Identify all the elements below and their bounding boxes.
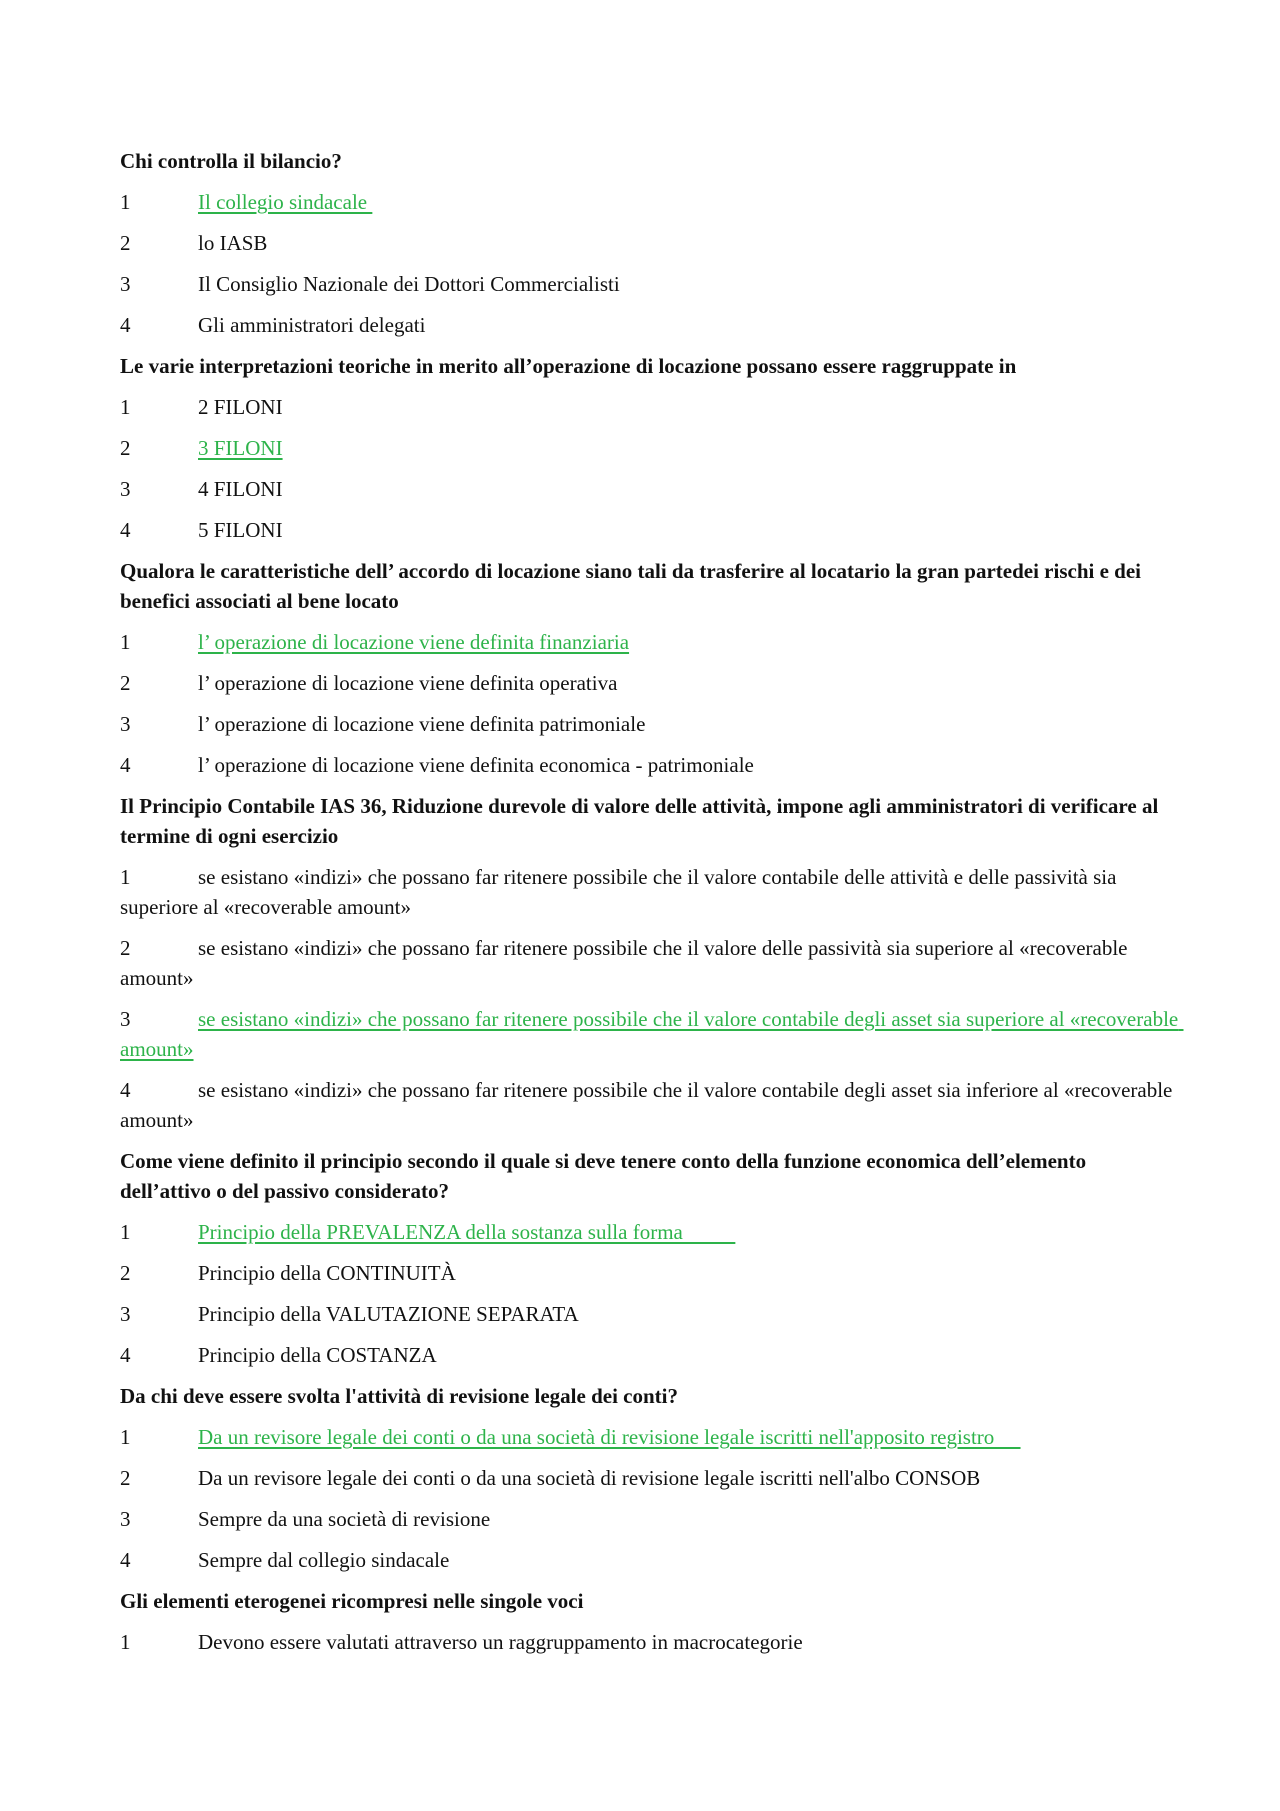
option-number: 2 [120, 1261, 131, 1285]
option-number: 4 [120, 753, 131, 777]
option-number: 3 [120, 1302, 131, 1326]
question-text: Da chi deve essere svolta l'attività di revisione legale dei conti? [120, 1384, 678, 1408]
question-text: Chi controlla il bilancio? [120, 149, 342, 173]
option-number: 1 [120, 630, 131, 654]
option-number: 3 [120, 1007, 131, 1031]
option-number: 1 [120, 865, 131, 889]
option-number: 1 [120, 1220, 131, 1244]
answer-option [120, 515, 1180, 545]
option-text: Il Consiglio Nazionale dei Dottori Commercialisti [198, 272, 620, 296]
option-text: Principio della COSTANZA [198, 1343, 437, 1367]
option-number: 3 [120, 477, 131, 501]
option-text: Devono essere valutati attraverso un raggruppamento in macrocategorie [198, 1630, 803, 1654]
option-text: l’ operazione di locazione viene definita operativa [198, 671, 618, 695]
option-text: se esistano «indizi» che possano far ritenere possibile che il valore contabile degli asset sia inferiore al «recoverable amount» [120, 1078, 1178, 1132]
option-text: l’ operazione di locazione viene definita finanziaria [198, 630, 630, 654]
answer-option [120, 1075, 1180, 1135]
option-number: 1 [120, 1630, 131, 1654]
option-text: Gli amministratori delegati [198, 313, 426, 337]
option-number: 1 [120, 190, 131, 214]
answer-option [120, 1340, 1180, 1370]
option-text: Sempre da una società di revisione [198, 1507, 491, 1531]
option-text: Principio della PREVALENZA della sostanza sulla forma [198, 1220, 736, 1244]
option-number: 4 [120, 1078, 131, 1102]
option-text: se esistano «indizi» che possano far ritenere possibile che il valore contabile delle attività e delle passività sia superiore al «recoverable amount» [120, 865, 1122, 919]
option-number: 4 [120, 1548, 131, 1572]
answer-option [120, 228, 1180, 258]
option-number: 3 [120, 272, 131, 296]
option-text: Principio della VALUTAZIONE SEPARATA [198, 1302, 579, 1326]
answer-option [120, 269, 1180, 299]
option-text: 4 FILONI [198, 477, 283, 501]
option-text: Il collegio sindacale [198, 190, 373, 214]
option-number: 4 [120, 313, 131, 337]
answer-option [120, 1545, 1180, 1575]
option-text: 3 FILONI [198, 436, 283, 460]
option-text: 2 FILONI [198, 395, 283, 419]
option-text: lo IASB [198, 231, 268, 255]
option-text: 5 FILONI [198, 518, 283, 542]
answer-option [120, 709, 1180, 739]
answer-option [120, 310, 1180, 340]
option-number: 3 [120, 1507, 131, 1531]
answer-option [120, 1627, 1180, 1657]
quiz-document [120, 146, 1184, 1668]
question-text: Gli elementi eterogenei ricompresi nelle singole voci [120, 1589, 584, 1613]
option-number: 2 [120, 936, 131, 960]
option-text: Principio della CONTINUITÀ [198, 1261, 456, 1285]
correct-answer-option [120, 1004, 1184, 1064]
correct-answer-option [120, 1422, 1180, 1452]
option-text: l’ operazione di locazione viene definita economica - patrimoniale [198, 753, 754, 777]
option-text: l’ operazione di locazione viene definita patrimoniale [198, 712, 646, 736]
answer-option [120, 668, 1180, 698]
answer-option [120, 750, 1180, 780]
option-text: Da un revisore legale dei conti o da una società di revisione legale iscritti nell'albo CONSOB [198, 1466, 981, 1490]
option-number: 2 [120, 231, 131, 255]
correct-answer-option [120, 627, 1180, 657]
option-number: 2 [120, 436, 131, 460]
option-text: Da un revisore legale dei conti o da una società di revisione legale iscritti nell'apposito registro [198, 1425, 1021, 1449]
question-text: Il Principio Contabile IAS 36, Riduzione durevole di valore delle attività, impone agli amministratori di verificare al termine di ogni esercizio [120, 794, 1159, 848]
question-text: Le varie interpretazioni teoriche in merito all’operazione di locazione possano essere raggruppate in [120, 354, 1017, 378]
answer-option [120, 933, 1180, 993]
answer-option [120, 862, 1180, 922]
option-number: 3 [120, 712, 131, 736]
answer-option [120, 474, 1180, 504]
correct-answer-option [120, 1217, 1180, 1247]
option-number: 1 [120, 1425, 131, 1449]
answer-option [120, 1463, 1180, 1493]
answer-option [120, 1299, 1180, 1329]
answer-option [120, 1504, 1180, 1534]
option-number: 4 [120, 1343, 131, 1367]
option-text: se esistano «indizi» che possano far ritenere possibile che il valore delle passività sia superiore al «recoverable amount» [120, 936, 1133, 990]
question-text: Come viene definito il principio secondo il quale si deve tenere conto della funzione economica dell’elemento dell’attivo o del passivo considerato? [120, 1149, 1087, 1203]
option-text: Sempre dal collegio sindacale [198, 1548, 450, 1572]
option-number: 2 [120, 671, 131, 695]
option-text: se esistano «indizi» che possano far ritenere possibile che il valore contabile degli asset sia superiore al «recoverable amount» [120, 1007, 1184, 1061]
option-number: 1 [120, 395, 131, 419]
correct-answer-option [120, 187, 1180, 217]
option-number: 4 [120, 518, 131, 542]
question-text: Qualora le caratteristiche dell’ accordo di locazione siano tali da trasferire al locatario la gran partedei rischi e dei benefici associati al bene locato [120, 559, 1142, 613]
answer-option [120, 1258, 1180, 1288]
correct-answer-option [120, 433, 1180, 463]
option-number: 2 [120, 1466, 131, 1490]
answer-option [120, 392, 1180, 422]
